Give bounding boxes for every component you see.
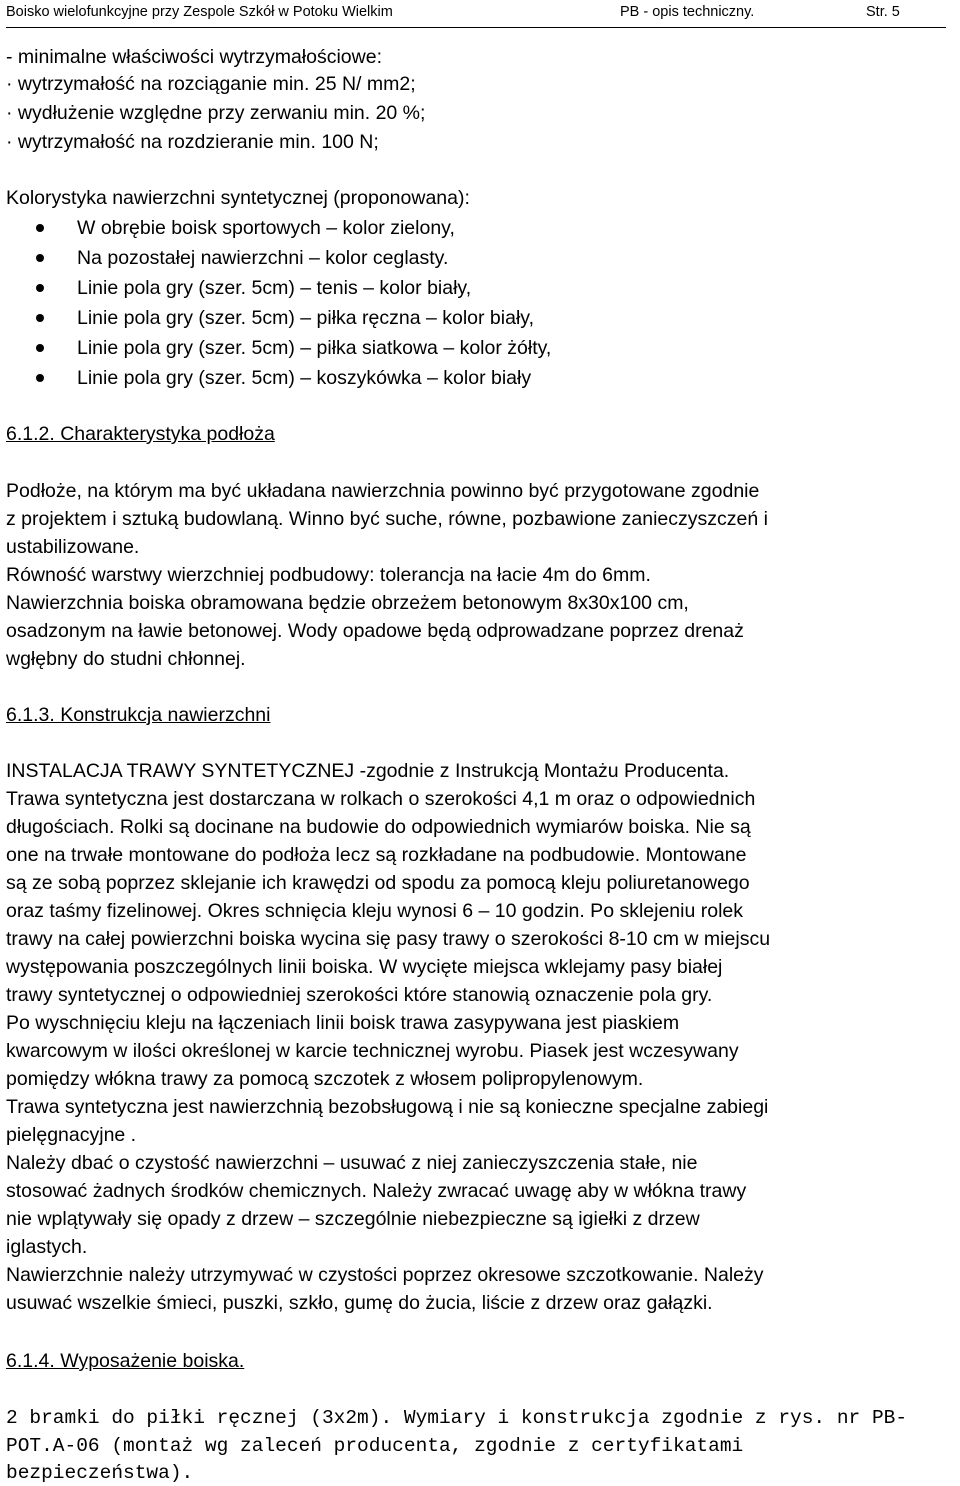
- paragraph-line: wgłębny do studni chłonnej.: [6, 648, 246, 670]
- paragraph-line: ustabilizowane.: [6, 536, 140, 558]
- section-title: 6.1.3. Konstrukcja nawierzchni: [6, 704, 271, 726]
- color-list-item: Linie pola gry (szer. 5cm) – piłka ręczna – kolor biały,: [77, 307, 535, 329]
- bullet-icon: [36, 284, 44, 292]
- paragraph-line: Nawierzchnia boiska obramowana będzie obrzeżem betonowym 8x30x100 cm,: [6, 592, 689, 614]
- bullet-icon: [36, 314, 44, 322]
- bullet-icon: [36, 374, 44, 382]
- colors-heading: Kolorystyka nawierzchni syntetycznej (proponowana):: [6, 187, 470, 209]
- color-list-item: W obrębie boisk sportowych – kolor zielony,: [77, 217, 455, 239]
- color-list-item: Linie pola gry (szer. 5cm) – koszykówka – kolor biały: [77, 367, 532, 389]
- strength-item: · wytrzymałość na rozdzieranie min. 100 N;: [6, 131, 379, 153]
- section-title: 6.1.2. Charakterystyka podłoża: [6, 423, 275, 445]
- paragraph-line: Po wyschnięciu kleju na łączeniach linii boisk trawa zasypywana jest piaskiem: [6, 1012, 680, 1034]
- strength-item: · wytrzymałość na rozciąganie min. 25 N/ mm2;: [6, 73, 416, 95]
- strength-heading: - minimalne właściwości wytrzymałościowe:: [6, 46, 382, 68]
- header-page-number: Str. 5: [866, 4, 900, 20]
- paragraph-line: bezpieczeństwa).: [6, 1462, 194, 1484]
- paragraph-line: są ze sobą poprzez sklejanie ich krawędzi od spodu za pomocą kleju poliuretanowego: [6, 872, 750, 894]
- bullet-icon: [36, 344, 44, 352]
- paragraph-line: iglastych.: [6, 1236, 88, 1258]
- section-title: 6.1.4. Wyposażenie boiska.: [6, 1350, 245, 1372]
- paragraph-line: Nawierzchnie należy utrzymywać w czystości poprzez okresowe szczotkowanie. Należy: [6, 1264, 764, 1286]
- paragraph-line: stosować żadnych środków chemicznych. Należy zwracać uwagę aby w włókna trawy: [6, 1180, 747, 1202]
- paragraph-line: osadzonym na ławie betonowej. Wody opadowe będą odprowadzane poprzez drenaż: [6, 620, 744, 642]
- paragraph-line: pielęgnacyjne .: [6, 1124, 137, 1146]
- bullet-icon: [36, 224, 44, 232]
- color-list-item: Linie pola gry (szer. 5cm) – tenis – kolor biały,: [77, 277, 472, 299]
- paragraph-line: trawy na całej powierzchni boiska wycina się pasy trawy o szerokości 8-10 cm w miejscu: [6, 928, 771, 950]
- paragraph-line: one na trwałe montowane do podłoża lecz są rozkładane na podbudowie. Montowane: [6, 844, 747, 866]
- header-document-type: PB - opis techniczny.: [620, 4, 755, 20]
- paragraph-line: Należy dbać o czystość nawierzchni – usuwać z niej zanieczyszczenia stałe, nie: [6, 1152, 698, 1174]
- header-project-title: Boisko wielofunkcyjne przy Zespole Szkół w Potoku Wielkim: [6, 4, 393, 20]
- color-list-item: Linie pola gry (szer. 5cm) – piłka siatkowa – kolor żółty,: [77, 337, 552, 359]
- bullet-icon: [36, 254, 44, 262]
- color-list-item: Na pozostałej nawierzchni – kolor ceglasty.: [77, 247, 449, 269]
- paragraph-line: INSTALACJA TRAWY SYNTETYCZNEJ -zgodnie z Instrukcją Montażu Producenta.: [6, 760, 730, 782]
- paragraph-line: z projektem i sztuką budowlaną. Winno być suche, równe, pozbawione zanieczyszczeń i: [6, 508, 768, 530]
- paragraph-line: długościach. Rolki są docinane na budowie do odpowiednich wymiarów boiska. Nie są: [6, 816, 751, 838]
- paragraph-line: Trawa syntetyczna jest nawierzchnią bezobsługową i nie są konieczne specjalne zabiegi: [6, 1096, 769, 1118]
- paragraph-line: Podłoże, na którym ma być układana nawierzchnia powinno być przygotowane zgodnie: [6, 480, 760, 502]
- paragraph-line: oraz taśmy fizelinowej. Okres schnięcia kleju wynosi 6 – 10 godzin. Po sklejeniu rolek: [6, 900, 744, 922]
- paragraph-line: usuwać wszelkie śmieci, puszki, szkło, gumę do żucia, liście z drzew oraz gałązki.: [6, 1292, 713, 1314]
- strength-item: · wydłużenie względne przy zerwaniu min. 20 %;: [6, 102, 426, 124]
- paragraph-line: POT.A-06 (montaż wg zaleceń producenta, zgodnie z certyfikatami: [6, 1435, 744, 1457]
- page-header: [6, 0, 946, 28]
- paragraph-line: pomiędzy włókna trawy za pomocą szczotek z włosem polipropylenowym.: [6, 1068, 644, 1090]
- paragraph-line: 2 bramki do piłki ręcznej (3x2m). Wymiary i konstrukcja zgodnie z rys. nr PB-: [6, 1407, 908, 1429]
- paragraph-line: Równość warstwy wierzchniej podbudowy: tolerancja na łacie 4m do 6mm.: [6, 564, 651, 586]
- paragraph-line: kwarcowym w ilości określonej w karcie technicznej wyrobu. Piasek jest wczesywany: [6, 1040, 739, 1062]
- paragraph-line: Trawa syntetyczna jest dostarczana w rolkach o szerokości 4,1 m oraz o odpowiednich: [6, 788, 756, 810]
- paragraph-line: trawy syntetycznej o odpowiedniej szerokości które stanowią oznaczenie pola gry.: [6, 984, 713, 1006]
- paragraph-line: występowania poszczególnych linii boiska. W wycięte miejsca wklejamy pasy białej: [6, 956, 723, 978]
- paragraph-line: nie wplątywały się opady z drzew – szczególnie niebezpieczne są igiełki z drzew: [6, 1208, 700, 1230]
